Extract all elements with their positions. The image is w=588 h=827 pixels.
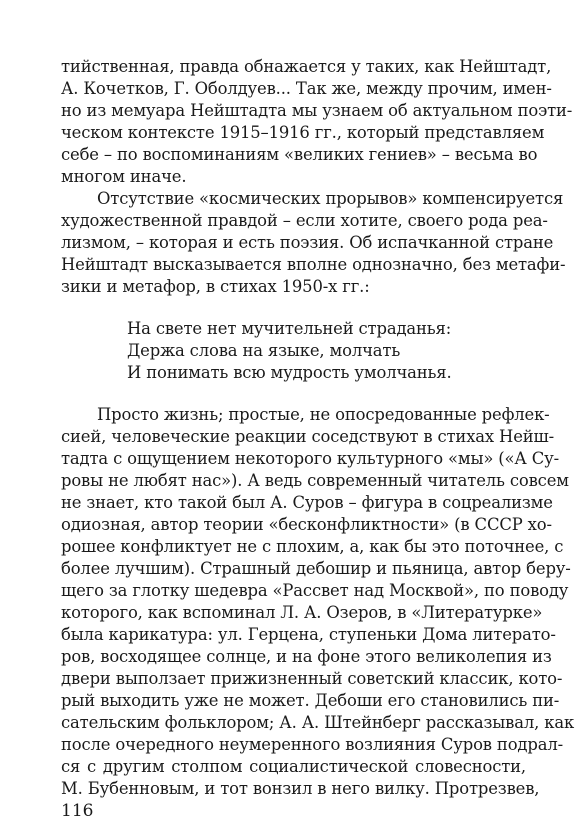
text-line: ческом контексте 1915–1916 гг., который представляем	[61, 123, 545, 142]
text-line: после очередного неумеренного возлияния Суров подрал-	[61, 735, 563, 754]
text-line: М. Бубенновым, и тот вонзил в него вилку. Протрезвев,	[61, 779, 540, 798]
text-line: двери выползает прижизненный советский классик, кото-	[61, 669, 563, 688]
text-line: сией, человеческие реакции соседствуют в стихах Нейш-	[61, 427, 555, 446]
text-line: А. Кочетков, Г. Оболдуев... Так же, между прочим, имен-	[61, 79, 552, 98]
text-line: сательским фольклором; А. А. Штейнберг рассказывал, как	[61, 713, 575, 732]
text-line: многом иначе.	[61, 167, 187, 186]
text-line: зики и метафор, в стихах 1950-х гг.:	[61, 277, 370, 296]
text-line: щего за глотку шедевра «Рассвет над Москвой», по поводу	[61, 581, 569, 600]
text-line: Отсутствие «космических прорывов» компенсируется	[97, 189, 564, 208]
text-line: которого, как вспоминал Л. А. Озеров, в «Литературке»	[61, 603, 543, 622]
text-line: Просто жизнь; простые, не опосредованные рефлек-	[97, 405, 550, 424]
verse-line: Держа слова на языке, молчать	[127, 341, 401, 360]
verse-line: И понимать всю мудрость умолчанья.	[127, 363, 452, 382]
text-line: лизмом, – которая и есть поэзия. Об испачканной стране	[61, 233, 554, 252]
text-line: тадта с ощущением некоторого культурного «мы» («А Су-	[61, 449, 560, 468]
text-line: Нейштадт высказывается вполне однозначно, без метафи-	[61, 255, 566, 274]
text-line: более лучшим). Страшный дебошир и пьяница, автор беру-	[61, 559, 571, 578]
text-line: тийственная, правда обнажается у таких, как Нейштадт,	[61, 57, 552, 76]
text-line: рый выходить уже не может. Дебоши его становились пи-	[61, 691, 560, 710]
text-line: художественной правдой – если хотите, своего рода реа-	[61, 211, 548, 230]
text-line: была карикатура: ул. Герцена, ступеньки Дома литерато-	[61, 625, 556, 644]
text-line: ся с другим столпом социалистической словесности,	[61, 757, 526, 776]
text-line: не знает, кто такой был А. Суров – фигура в соцреализме	[61, 493, 553, 512]
text-line: одиозная, автор теории «бесконфликтности» (в СССР хо-	[61, 515, 552, 534]
text-line: рошее конфликтует не с плохим, а, как бы это поточнее, с	[61, 537, 564, 556]
text-line: ровы не любят нас»). А ведь современный читатель совсем	[61, 471, 569, 490]
text-line: ров, восходящее солнце, и на фоне этого великолепия из	[61, 647, 552, 666]
text-line: себе – по воспоминаниям «великих гениев» – весьма во	[61, 145, 538, 164]
verse-line: На свете нет мучительней страданья:	[127, 319, 452, 338]
text-line: но из мемуара Нейштадта мы узнаем об актуальном поэти-	[61, 101, 573, 120]
page-number: 116	[61, 801, 94, 821]
